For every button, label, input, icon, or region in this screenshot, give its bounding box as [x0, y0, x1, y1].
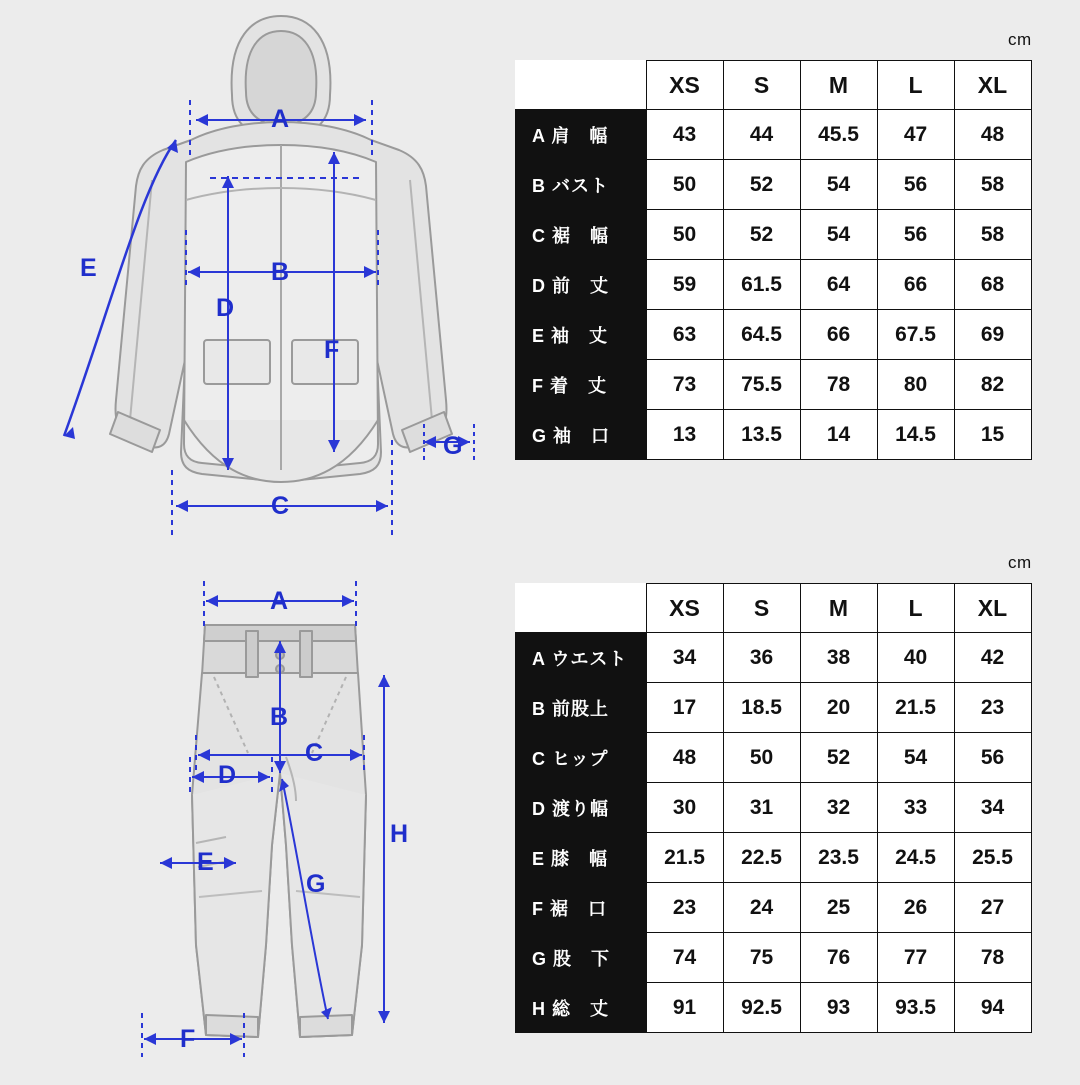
jacket-e-s: 64.5 [723, 310, 800, 360]
pants-g-l: 77 [877, 933, 954, 983]
pants-row-label-a: A ウエスト [516, 633, 647, 683]
table-row [516, 110, 1032, 160]
jacket-b-s: 52 [723, 160, 800, 210]
pants-b-s: 18.5 [723, 683, 800, 733]
jacket-diagram [0, 0, 515, 545]
jacket-row-label-b: B バスト [516, 160, 647, 210]
pants-b-xs: 17 [646, 683, 723, 733]
pants-row-label-c: C ヒップ [516, 733, 647, 783]
pants-row-label-d: D 渡り幅 [516, 783, 647, 833]
jacket-c-xl: 58 [954, 210, 1031, 260]
jacket-row-label-d: D 前 丈 [516, 260, 647, 310]
pants-d-xs: 30 [646, 783, 723, 833]
table-header-row [516, 61, 1032, 110]
jacket-e-xs: 63 [646, 310, 723, 360]
jacket-e-xl: 69 [954, 310, 1031, 360]
jacket-size-xs: XS [646, 61, 723, 110]
pants-a-xl: 42 [954, 633, 1031, 683]
pants-d-xl: 34 [954, 783, 1031, 833]
jacket-d-m: 64 [800, 260, 877, 310]
pants-row-label-e: E 膝 幅 [516, 833, 647, 883]
pants-a-l: 40 [877, 633, 954, 683]
pants-f-xs: 23 [646, 883, 723, 933]
jacket-b-l: 56 [877, 160, 954, 210]
table-corner-cell [516, 584, 647, 633]
pants-e-m: 23.5 [800, 833, 877, 883]
pants-f-l: 26 [877, 883, 954, 933]
pants-row-label-h: H 総 丈 [516, 983, 647, 1033]
jacket-row-label-f: F 着 丈 [516, 360, 647, 410]
jacket-size-m: M [800, 61, 877, 110]
pants-g-s: 75 [723, 933, 800, 983]
jacket-b-xl: 58 [954, 160, 1031, 210]
jacket-size-table [515, 60, 1032, 460]
jacket-marker-f: F [324, 336, 340, 364]
pants-e-xl: 25.5 [954, 833, 1031, 883]
jacket-c-s: 52 [723, 210, 800, 260]
table-row [516, 883, 1032, 933]
jacket-g-s: 13.5 [723, 410, 800, 460]
jacket-b-xs: 50 [646, 160, 723, 210]
jacket-marker-a: A [271, 105, 290, 133]
jacket-a-s: 44 [723, 110, 800, 160]
pants-d-m: 32 [800, 783, 877, 833]
jacket-a-xs: 43 [646, 110, 723, 160]
jacket-b-m: 54 [800, 160, 877, 210]
pants-a-s: 36 [723, 633, 800, 683]
pants-size-m: M [800, 584, 877, 633]
pants-e-xs: 21.5 [646, 833, 723, 883]
jacket-f-xs: 73 [646, 360, 723, 410]
pants-row-label-f: F 裾 口 [516, 883, 647, 933]
jacket-g-l: 14.5 [877, 410, 954, 460]
pants-f-m: 25 [800, 883, 877, 933]
jacket-row-label-e: E 袖 丈 [516, 310, 647, 360]
jacket-e-m: 66 [800, 310, 877, 360]
pants-g-xl: 78 [954, 933, 1031, 983]
jacket-f-l: 80 [877, 360, 954, 410]
jacket-unit-label: cm [1008, 30, 1032, 49]
pants-size-l: L [877, 584, 954, 633]
jacket-d-l: 66 [877, 260, 954, 310]
jacket-e-l: 67.5 [877, 310, 954, 360]
jacket-c-l: 56 [877, 210, 954, 260]
pants-size-table-panel [515, 553, 1032, 1033]
pants-marker-g: G [306, 870, 326, 898]
jacket-size-table-panel [515, 30, 1032, 460]
table-row [516, 683, 1032, 733]
table-row [516, 210, 1032, 260]
jacket-d-xl: 68 [954, 260, 1031, 310]
pants-b-l: 21.5 [877, 683, 954, 733]
jacket-row-label-g: G 袖 口 [516, 410, 647, 460]
pants-marker-e: E [197, 848, 214, 876]
pants-marker-b: B [270, 703, 289, 731]
pants-size-xs: XS [646, 584, 723, 633]
jacket-a-m: 45.5 [800, 110, 877, 160]
pants-d-s: 31 [723, 783, 800, 833]
pants-b-xl: 23 [954, 683, 1031, 733]
jacket-c-m: 54 [800, 210, 877, 260]
pants-marker-h: H [390, 820, 409, 848]
jacket-f-xl: 82 [954, 360, 1031, 410]
pants-d-l: 33 [877, 783, 954, 833]
jacket-g-xs: 13 [646, 410, 723, 460]
jacket-f-m: 78 [800, 360, 877, 410]
jacket-marker-e: E [80, 254, 97, 282]
pants-a-m: 38 [800, 633, 877, 683]
jacket-size-xl: XL [954, 61, 1031, 110]
table-row [516, 833, 1032, 883]
table-row [516, 733, 1032, 783]
jacket-size-l: L [877, 61, 954, 110]
pants-e-s: 22.5 [723, 833, 800, 883]
pants-c-l: 54 [877, 733, 954, 783]
table-row [516, 410, 1032, 460]
table-row [516, 983, 1032, 1033]
pants-a-xs: 34 [646, 633, 723, 683]
table-row [516, 633, 1032, 683]
jacket-illustration [0, 0, 515, 545]
pants-f-xl: 27 [954, 883, 1031, 933]
pants-g-xs: 74 [646, 933, 723, 983]
pants-f-s: 24 [723, 883, 800, 933]
jacket-marker-c: C [271, 492, 290, 520]
pants-unit-label: cm [1008, 553, 1032, 572]
pants-marker-c: C [305, 739, 324, 767]
jacket-f-s: 75.5 [723, 360, 800, 410]
pants-e-l: 24.5 [877, 833, 954, 883]
pants-h-xs: 91 [646, 983, 723, 1033]
jacket-d-xs: 59 [646, 260, 723, 310]
pants-size-xl: XL [954, 584, 1031, 633]
table-row [516, 933, 1032, 983]
jacket-row-label-a: A 肩 幅 [516, 110, 647, 160]
pants-size-table [515, 583, 1032, 1033]
pants-h-s: 92.5 [723, 983, 800, 1033]
jacket-d-s: 61.5 [723, 260, 800, 310]
jacket-row-label-c: C 裾 幅 [516, 210, 647, 260]
pants-row-label-b: B 前股上 [516, 683, 647, 733]
pants-row-label-g: G 股 下 [516, 933, 647, 983]
table-row [516, 310, 1032, 360]
jacket-marker-g: G [443, 432, 463, 460]
pants-c-m: 52 [800, 733, 877, 783]
pants-c-s: 50 [723, 733, 800, 783]
table-row [516, 783, 1032, 833]
jacket-marker-d: D [216, 294, 235, 322]
pants-h-xl: 94 [954, 983, 1031, 1033]
pants-illustration [0, 545, 515, 1080]
pants-h-l: 93.5 [877, 983, 954, 1033]
pants-b-m: 20 [800, 683, 877, 733]
pants-h-m: 93 [800, 983, 877, 1033]
jacket-size-s: S [723, 61, 800, 110]
jacket-g-xl: 15 [954, 410, 1031, 460]
jacket-c-xs: 50 [646, 210, 723, 260]
table-header-row [516, 584, 1032, 633]
pants-g-m: 76 [800, 933, 877, 983]
pants-c-xs: 48 [646, 733, 723, 783]
jacket-g-m: 14 [800, 410, 877, 460]
table-row [516, 360, 1032, 410]
pants-diagram [0, 545, 515, 1080]
table-row [516, 160, 1032, 210]
pants-marker-a: A [270, 587, 289, 615]
table-row [516, 260, 1032, 310]
jacket-a-l: 47 [877, 110, 954, 160]
jacket-marker-b: B [271, 258, 290, 286]
table-corner-cell [516, 61, 647, 110]
pants-c-xl: 56 [954, 733, 1031, 783]
pants-marker-f: F [180, 1025, 196, 1053]
pants-size-s: S [723, 584, 800, 633]
pants-marker-d: D [218, 761, 237, 789]
jacket-a-xl: 48 [954, 110, 1031, 160]
